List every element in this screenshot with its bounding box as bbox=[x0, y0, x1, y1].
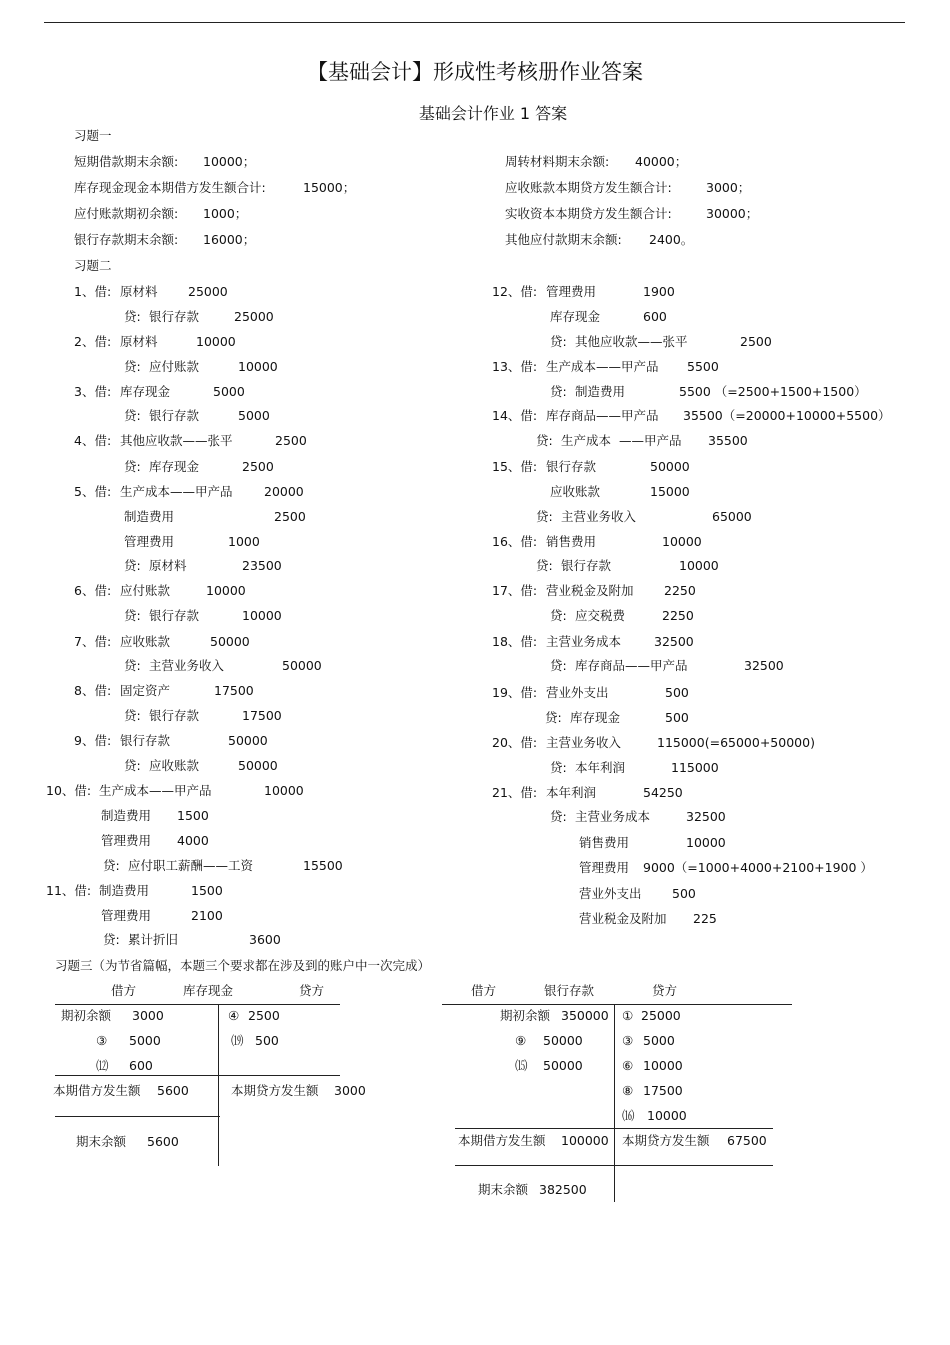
entry-amount: 23500 bbox=[242, 558, 282, 573]
entry-amount: 10000 bbox=[647, 1108, 687, 1123]
entry-account: 应交税费 bbox=[575, 608, 626, 623]
entry-amount: 5000 bbox=[129, 1033, 161, 1048]
ex1-left-value: 1000； bbox=[203, 206, 248, 221]
entry-account: 库存现金 bbox=[570, 710, 621, 725]
ex3-heading: 习题三（为节省篇幅，本题三个要求都在涉及到的账户中一次完成） bbox=[55, 958, 431, 973]
entry-account: 主营业务成本 bbox=[575, 809, 651, 824]
entry-account: 银行存款 bbox=[561, 558, 612, 573]
t-account-top-rule bbox=[442, 1004, 792, 1005]
entry-amount: 5000 bbox=[238, 408, 270, 423]
entry-amount: 600 bbox=[129, 1058, 153, 1073]
entry-account: 应收账款 bbox=[120, 634, 171, 649]
entry-number: 19、借: bbox=[492, 685, 538, 700]
credit-marker: 贷: bbox=[550, 809, 567, 824]
entry-account: 原材料 bbox=[120, 284, 158, 299]
entry-account: 库存现金 bbox=[149, 459, 200, 474]
credit-side-label: 贷方 bbox=[299, 983, 325, 998]
debit-total-label: 本期借方发生额 bbox=[458, 1133, 546, 1148]
entry-account: 销售费用 bbox=[579, 835, 630, 850]
entry-amount: 2500 bbox=[275, 433, 307, 448]
entry-amount: 1500 bbox=[177, 808, 209, 823]
credit-marker: 贷: bbox=[550, 760, 567, 775]
entry-account: 银行存款 bbox=[149, 708, 200, 723]
entry-amount: 10000 bbox=[662, 534, 702, 549]
entry-amount: 1500 bbox=[191, 883, 223, 898]
entry-amount: 35500 bbox=[708, 433, 748, 448]
debit-total-amount: 5600 bbox=[157, 1083, 189, 1098]
entry-ref: 期初余额 bbox=[500, 1008, 551, 1023]
entry-amount: 1000 bbox=[228, 534, 260, 549]
ex1-heading: 习题一 bbox=[74, 128, 112, 143]
credit-marker: 贷: bbox=[550, 608, 567, 623]
entry-amount: 500 bbox=[665, 685, 689, 700]
entry-amount: 9000（=1000+4000+2100+1900 ） bbox=[643, 860, 873, 875]
ending-balance-amount: 5600 bbox=[147, 1134, 179, 1149]
ex1-left-value: 15000； bbox=[303, 180, 356, 195]
entry-amount: 5000 bbox=[643, 1033, 675, 1048]
entry-number: 6、借: bbox=[74, 583, 112, 598]
entry-account: 银行存款 bbox=[149, 608, 200, 623]
entry-number: 14、借: bbox=[492, 408, 538, 423]
credit-total-label: 本期贷方发生额 bbox=[231, 1083, 319, 1098]
entry-amount: 25000 bbox=[641, 1008, 681, 1023]
entry-amount: 65000 bbox=[712, 509, 752, 524]
entry-amount: 32500 bbox=[654, 634, 694, 649]
entry-number: 13、借: bbox=[492, 359, 538, 374]
entry-amount: 10000 bbox=[686, 835, 726, 850]
credit-marker: 贷: bbox=[124, 408, 141, 423]
account-name: 银行存款 bbox=[544, 983, 595, 998]
page-title: 【基础会计】形成性考核册作业答案 bbox=[307, 60, 643, 84]
entry-amount: 54250 bbox=[643, 785, 683, 800]
entry-ref: ③ bbox=[622, 1033, 634, 1048]
entry-account: 库存现金 bbox=[550, 309, 601, 324]
credit-marker: 贷: bbox=[124, 608, 141, 623]
entry-account: 营业外支出 bbox=[579, 886, 642, 901]
credit-marker: 贷: bbox=[124, 658, 141, 673]
entry-account: 制造费用 bbox=[575, 384, 626, 399]
ex1-left-value: 10000； bbox=[203, 154, 256, 169]
entry-amount: 2500 bbox=[248, 1008, 280, 1023]
entry-amount: 225 bbox=[693, 911, 717, 926]
entry-amount: 25000 bbox=[234, 309, 274, 324]
entry-account: 库存商品——甲产品 bbox=[546, 408, 659, 423]
entry-amount: 2500 bbox=[274, 509, 306, 524]
entry-amount: 10000 bbox=[242, 608, 282, 623]
credit-marker: 贷: bbox=[536, 509, 553, 524]
entry-amount: 2100 bbox=[191, 908, 223, 923]
credit-marker: 贷: bbox=[124, 758, 141, 773]
entry-amount: 10000 bbox=[264, 783, 304, 798]
entry-amount: 50000 bbox=[282, 658, 322, 673]
ending-balance-amount: 382500 bbox=[539, 1182, 587, 1197]
entry-account: 管理费用 bbox=[579, 860, 630, 875]
entry-account: 应收账款 bbox=[550, 484, 601, 499]
entry-ref: 期初余额 bbox=[61, 1008, 112, 1023]
ex1-left-label: 银行存款期末余额: bbox=[74, 232, 179, 247]
entry-amount: 50000 bbox=[228, 733, 268, 748]
entry-amount: 25000 bbox=[188, 284, 228, 299]
entry-amount: 32500 bbox=[686, 809, 726, 824]
ex2-heading: 习题二 bbox=[74, 258, 112, 273]
entry-number: 2、借: bbox=[74, 334, 112, 349]
account-name: 库存现金 bbox=[183, 983, 234, 998]
entry-account: 销售费用 bbox=[546, 534, 597, 549]
entry-ref: ③ bbox=[96, 1033, 108, 1048]
t-account-top-rule bbox=[55, 1004, 340, 1005]
entry-amount: 2500 bbox=[242, 459, 274, 474]
entry-amount: 10000 bbox=[679, 558, 719, 573]
ex1-left-value: 16000； bbox=[203, 232, 256, 247]
entry-number: 17、借: bbox=[492, 583, 538, 598]
entry-account: 原材料 bbox=[120, 334, 158, 349]
entry-number: 11、借: bbox=[46, 883, 92, 898]
entry-number: 7、借: bbox=[74, 634, 112, 649]
entry-amount: 350000 bbox=[561, 1008, 609, 1023]
entry-amount: 10000 bbox=[643, 1058, 683, 1073]
debit-total-label: 本期借方发生额 bbox=[53, 1083, 141, 1098]
entry-account: 银行存款 bbox=[546, 459, 597, 474]
entry-account: 主营业务收入 bbox=[149, 658, 225, 673]
entry-number: 21、借: bbox=[492, 785, 538, 800]
entry-amount: 15000 bbox=[650, 484, 690, 499]
entry-ref: ⑥ bbox=[622, 1058, 634, 1073]
entry-amount: 10000 bbox=[238, 359, 278, 374]
credit-total-amount: 67500 bbox=[727, 1133, 767, 1148]
entry-amount: 2500 bbox=[740, 334, 772, 349]
entry-account: 制造费用 bbox=[124, 509, 175, 524]
t-account-total-rule bbox=[455, 1128, 773, 1129]
debit-side-label: 借方 bbox=[471, 983, 497, 998]
entry-amount: 50000 bbox=[543, 1033, 583, 1048]
ex1-right-label: 实收资本本期贷方发生额合计: bbox=[505, 206, 672, 221]
entry-account: 银行存款 bbox=[120, 733, 171, 748]
entry-number: 1、借: bbox=[74, 284, 112, 299]
entry-amount: 15500 bbox=[303, 858, 343, 873]
t-account-divider bbox=[218, 1004, 219, 1166]
entry-amount: 5000 bbox=[213, 384, 245, 399]
credit-marker: 贷: bbox=[124, 459, 141, 474]
entry-ref: ⒃ bbox=[622, 1108, 635, 1123]
entry-account: 制造费用 bbox=[99, 883, 150, 898]
entry-amount: 20000 bbox=[264, 484, 304, 499]
entry-account: 应付职工薪酬——工资 bbox=[128, 858, 254, 873]
entry-number: 3、借: bbox=[74, 384, 112, 399]
ex1-left-label: 短期借款期末余额: bbox=[74, 154, 179, 169]
ex1-right-value: 3000； bbox=[706, 180, 751, 195]
ex1-right-value: 30000； bbox=[706, 206, 759, 221]
entry-amount: 50000 bbox=[650, 459, 690, 474]
entry-number: 18、借: bbox=[492, 634, 538, 649]
entry-number: 5、借: bbox=[74, 484, 112, 499]
entry-number: 8、借: bbox=[74, 683, 112, 698]
entry-account: 生产成本——甲产品 bbox=[120, 484, 233, 499]
entry-account: 生产成本——甲产品 bbox=[546, 359, 659, 374]
entry-number: 20、借: bbox=[492, 735, 538, 750]
ex1-left-label: 库存现金现金本期借方发生额合计: bbox=[74, 180, 266, 195]
entry-amount: 115000 bbox=[671, 760, 719, 775]
entry-account: 库存现金 bbox=[120, 384, 171, 399]
credit-marker: 贷: bbox=[550, 658, 567, 673]
entry-amount: 1900 bbox=[643, 284, 675, 299]
t-account-balance-rule bbox=[55, 1116, 220, 1117]
entry-account: 生产成本 ——甲产品 bbox=[561, 433, 682, 448]
entry-amount: 115000(=65000+50000) bbox=[657, 735, 815, 750]
entry-ref: ⒆ bbox=[231, 1033, 244, 1048]
ending-balance-label: 期末余额 bbox=[76, 1134, 127, 1149]
entry-amount: 500 bbox=[255, 1033, 279, 1048]
entry-amount: 17500 bbox=[643, 1083, 683, 1098]
entry-account: 库存商品——甲产品 bbox=[575, 658, 688, 673]
entry-amount: 17500 bbox=[242, 708, 282, 723]
credit-marker: 贷: bbox=[103, 858, 120, 873]
ex1-right-label: 其他应付款期末余额: bbox=[505, 232, 622, 247]
credit-total-amount: 3000 bbox=[334, 1083, 366, 1098]
entry-amount: 10000 bbox=[206, 583, 246, 598]
credit-marker: 贷: bbox=[124, 309, 141, 324]
entry-amount: 500 bbox=[672, 886, 696, 901]
entry-account: 银行存款 bbox=[149, 309, 200, 324]
credit-total-label: 本期贷方发生额 bbox=[622, 1133, 710, 1148]
entry-amount: 50000 bbox=[543, 1058, 583, 1073]
entry-amount: 3600 bbox=[249, 932, 281, 947]
t-account-total-rule bbox=[55, 1075, 340, 1076]
entry-amount: 50000 bbox=[210, 634, 250, 649]
t-account-balance-rule bbox=[455, 1165, 773, 1166]
entry-account: 管理费用 bbox=[546, 284, 597, 299]
entry-number: 12、借: bbox=[492, 284, 538, 299]
credit-marker: 贷: bbox=[550, 334, 567, 349]
entry-ref: ⑧ bbox=[622, 1083, 634, 1098]
entry-account: 固定资产 bbox=[120, 683, 171, 698]
ex1-right-label: 应收账款本期贷方发生额合计: bbox=[505, 180, 672, 195]
entry-amount: 3000 bbox=[132, 1008, 164, 1023]
ending-balance-label: 期末余额 bbox=[478, 1182, 529, 1197]
entry-number: 15、借: bbox=[492, 459, 538, 474]
entry-account: 原材料 bbox=[149, 558, 187, 573]
credit-marker: 贷: bbox=[545, 710, 562, 725]
entry-account: 主营业务收入 bbox=[546, 735, 622, 750]
entry-ref: ⒂ bbox=[515, 1058, 528, 1073]
credit-marker: 贷: bbox=[124, 708, 141, 723]
entry-amount: 5500 （=2500+1500+1500） bbox=[679, 384, 867, 399]
ex1-right-value: 2400。 bbox=[649, 232, 694, 247]
credit-marker: 贷: bbox=[103, 932, 120, 947]
ex1-right-value: 40000； bbox=[635, 154, 688, 169]
credit-marker: 贷: bbox=[124, 359, 141, 374]
entry-account: 本年利润 bbox=[546, 785, 597, 800]
entry-account: 管理费用 bbox=[101, 833, 152, 848]
entry-amount: 2250 bbox=[662, 608, 694, 623]
credit-marker: 贷: bbox=[536, 433, 553, 448]
entry-amount: 17500 bbox=[214, 683, 254, 698]
entry-ref: ① bbox=[622, 1008, 634, 1023]
entry-account: 营业外支出 bbox=[546, 685, 609, 700]
entry-account: 管理费用 bbox=[124, 534, 175, 549]
entry-account: 本年利润 bbox=[575, 760, 626, 775]
entry-account: 生产成本——甲产品 bbox=[99, 783, 212, 798]
entry-ref: ⑨ bbox=[515, 1033, 527, 1048]
entry-amount: 2250 bbox=[664, 583, 696, 598]
entry-amount: 5500 bbox=[687, 359, 719, 374]
entry-account: 累计折旧 bbox=[128, 932, 179, 947]
credit-marker: 贷: bbox=[124, 558, 141, 573]
page-subtitle: 基础会计作业 1 答案 bbox=[418, 104, 568, 123]
credit-side-label: 贷方 bbox=[652, 983, 678, 998]
entry-account: 其他应收款——张平 bbox=[120, 433, 233, 448]
entry-amount: 32500 bbox=[744, 658, 784, 673]
top-rule bbox=[44, 22, 905, 23]
entry-amount: 4000 bbox=[177, 833, 209, 848]
credit-marker: 贷: bbox=[550, 384, 567, 399]
entry-number: 16、借: bbox=[492, 534, 538, 549]
ex1-left-label: 应付账款期初余额: bbox=[74, 206, 179, 221]
entry-number: 9、借: bbox=[74, 733, 112, 748]
entry-amount: 50000 bbox=[238, 758, 278, 773]
entry-ref: ④ bbox=[228, 1008, 240, 1023]
entry-account: 营业税金及附加 bbox=[546, 583, 634, 598]
entry-account: 银行存款 bbox=[149, 408, 200, 423]
ex1-right-label: 周转材料期末余额: bbox=[505, 154, 610, 169]
entry-account: 主营业务成本 bbox=[546, 634, 622, 649]
entry-ref: ⑿ bbox=[96, 1058, 109, 1073]
entry-account: 应付账款 bbox=[149, 359, 200, 374]
entry-amount: 500 bbox=[665, 710, 689, 725]
entry-amount: 35500（=20000+10000+5500） bbox=[683, 408, 891, 423]
credit-marker: 贷: bbox=[536, 558, 553, 573]
entry-account: 制造费用 bbox=[101, 808, 152, 823]
entry-account: 营业税金及附加 bbox=[579, 911, 667, 926]
entry-number: 4、借: bbox=[74, 433, 112, 448]
debit-side-label: 借方 bbox=[111, 983, 137, 998]
entry-number: 10、借: bbox=[46, 783, 92, 798]
entry-account: 管理费用 bbox=[101, 908, 152, 923]
entry-account: 应付账款 bbox=[120, 583, 171, 598]
debit-total-amount: 100000 bbox=[561, 1133, 609, 1148]
entry-account: 主营业务收入 bbox=[561, 509, 637, 524]
entry-amount: 600 bbox=[643, 309, 667, 324]
t-account-divider bbox=[614, 1004, 615, 1202]
entry-amount: 10000 bbox=[196, 334, 236, 349]
entry-account: 应收账款 bbox=[149, 758, 200, 773]
entry-account: 其他应收款——张平 bbox=[575, 334, 688, 349]
